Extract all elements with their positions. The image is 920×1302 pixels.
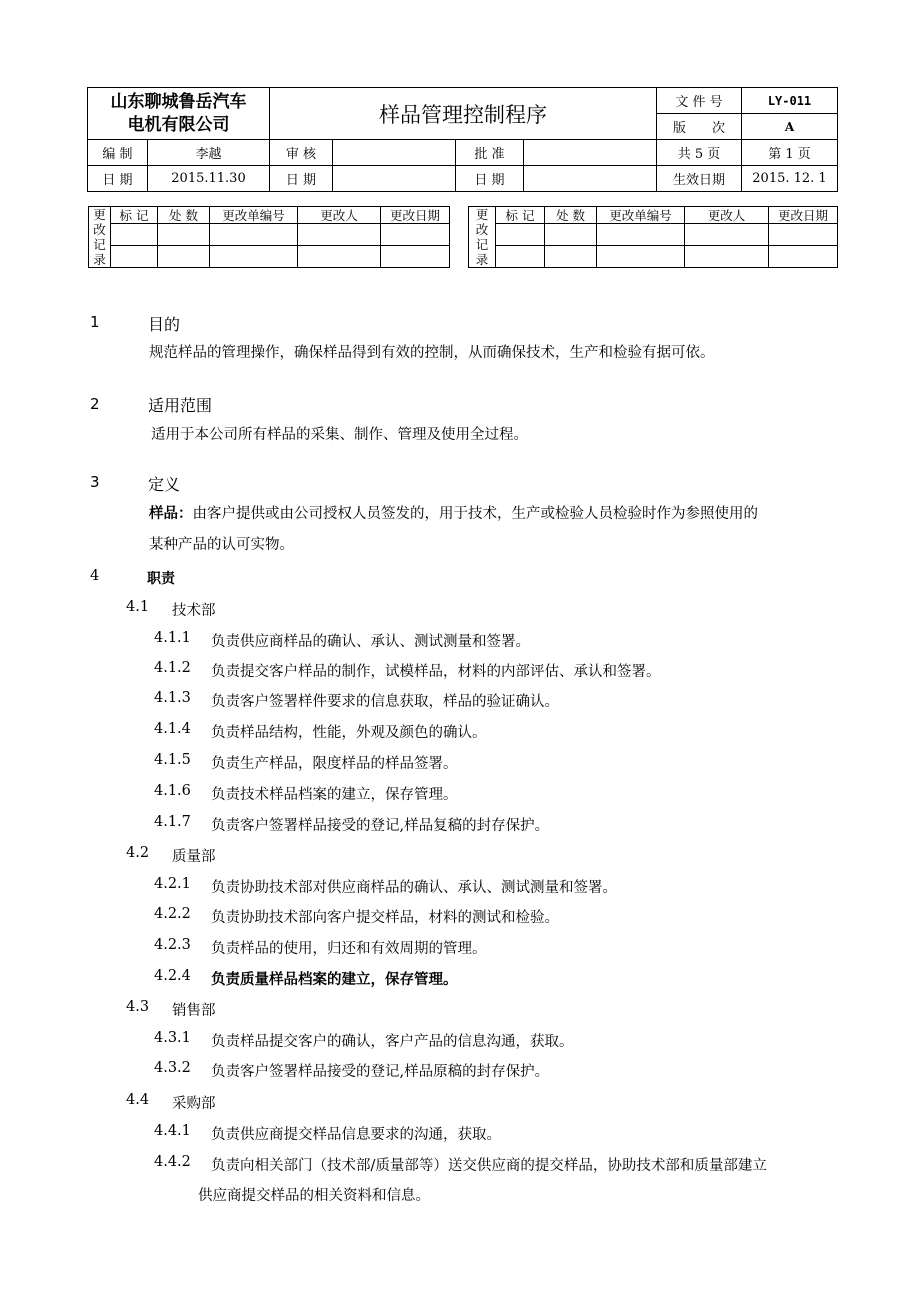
cell bbox=[496, 246, 545, 268]
definition-term: 样品： bbox=[149, 505, 193, 522]
item-number: 4.1.5 bbox=[154, 752, 191, 768]
item-text: 负责客户签署样品接受的登记,样品复稿的封存保护。 bbox=[211, 818, 550, 834]
section-3-number: 3 bbox=[90, 473, 100, 491]
item-number: 4.4.2 bbox=[154, 1154, 191, 1170]
item-text: 负责客户签署样品接受的登记,样品原稿的封存保护。 bbox=[211, 1064, 550, 1080]
col-changer: 更改人 bbox=[298, 207, 381, 224]
subsection-4-4-number: 4.4 bbox=[126, 1092, 150, 1108]
section-3-definition bbox=[149, 499, 758, 529]
section-1-text: 规范样品的管理操作，确保样品得到有效的控制，从而确保技术，生产和检验有据可依。 bbox=[149, 345, 715, 361]
section-1-title: 目的 bbox=[148, 315, 181, 334]
review-label: 审 核 bbox=[270, 140, 333, 166]
change-record-table-left bbox=[88, 206, 450, 268]
subsection-4-4-title: 采购部 bbox=[172, 1096, 216, 1112]
section-4-title: 职责 bbox=[147, 571, 175, 587]
cell bbox=[381, 246, 450, 268]
change-label-char: 记 bbox=[93, 237, 106, 252]
item-number: 4.3.1 bbox=[154, 1030, 191, 1046]
effective-date: 2015. 12. 1 bbox=[742, 166, 838, 192]
doc-no-value: LY-011 bbox=[742, 88, 838, 114]
item-text: 负责向相关部门（技术部/质量部等）送交供应商的提交样品，协助技术部和质量部建立 bbox=[211, 1158, 767, 1174]
change-label-char: 更 bbox=[93, 207, 106, 222]
item-number: 4.1.7 bbox=[154, 814, 191, 830]
item-text: 负责技术样品档案的建立，保存管理。 bbox=[211, 787, 458, 803]
item-text: 负责样品的使用，归还和有效周期的管理。 bbox=[211, 941, 487, 957]
approve-by bbox=[524, 140, 657, 166]
change-record-table-right bbox=[468, 206, 838, 268]
prepared-date: 2015.11.30 bbox=[148, 166, 270, 192]
section-2-number: 2 bbox=[90, 395, 100, 413]
subsection-4-3-title: 销售部 bbox=[172, 1003, 216, 1019]
section-3-title: 定义 bbox=[148, 475, 181, 494]
prepared-by: 李越 bbox=[148, 140, 270, 166]
col-count: 处 数 bbox=[158, 207, 210, 224]
review-by bbox=[333, 140, 456, 166]
version-value: A bbox=[742, 114, 838, 140]
subsection-4-2-title: 质量部 bbox=[172, 849, 216, 865]
change-label-char: 记 bbox=[475, 237, 489, 252]
item-text: 负责提交客户样品的制作，试模样品，材料的内部评估、承认和签署。 bbox=[211, 664, 661, 680]
effective-date-label: 生效日期 bbox=[657, 166, 742, 192]
definition-text-line1: 由客户提供或由公司授权人员签发的，用于技术，生产或检验人员检验时作为参照使用的 bbox=[192, 506, 758, 522]
prepared-label: 编 制 bbox=[88, 140, 148, 166]
item-text: 负责质量样品档案的建立，保存管理。 bbox=[211, 971, 458, 988]
company-name bbox=[88, 88, 270, 140]
change-label-char: 改 bbox=[93, 222, 106, 237]
section-4-number: 4 bbox=[90, 568, 100, 584]
section-3-definition-line2: 某种产品的认可实物。 bbox=[149, 537, 294, 553]
item-number: 4.1.2 bbox=[154, 660, 191, 676]
change-label-char: 改 bbox=[475, 222, 489, 237]
document-title: 样品管理控制程序 bbox=[270, 88, 657, 140]
cell bbox=[685, 246, 769, 268]
total-pages: 共 5 页 bbox=[657, 140, 742, 166]
cell bbox=[111, 246, 158, 268]
col-count: 处 数 bbox=[545, 207, 597, 224]
col-mark: 标 记 bbox=[496, 207, 545, 224]
subsection-4-3-number: 4.3 bbox=[126, 999, 150, 1015]
col-change-no: 更改单编号 bbox=[597, 207, 685, 224]
company-name-text: 山东聊城鲁岳汽车电机有限公司 bbox=[110, 91, 247, 135]
approve-date-label: 日 期 bbox=[456, 166, 524, 192]
subsection-4-1-title: 技术部 bbox=[172, 603, 216, 619]
change-label-char: 录 bbox=[475, 252, 489, 267]
item-number: 4.2.2 bbox=[154, 906, 191, 922]
item-text: 负责协助技术部向客户提交样品，材料的测试和检验。 bbox=[211, 910, 559, 926]
col-changer: 更改人 bbox=[685, 207, 769, 224]
cell bbox=[545, 224, 597, 246]
change-record-label bbox=[89, 207, 111, 268]
cell bbox=[298, 224, 381, 246]
cell bbox=[210, 246, 298, 268]
item-text: 负责样品提交客户的确认，客户产品的信息沟通，获取。 bbox=[211, 1034, 574, 1050]
change-label-char: 录 bbox=[93, 252, 106, 267]
change-record-label bbox=[469, 207, 496, 268]
cell bbox=[597, 246, 685, 268]
item-text: 负责供应商提交样品信息要求的沟通，获取。 bbox=[211, 1127, 501, 1143]
item-number: 4.4.1 bbox=[154, 1123, 191, 1139]
approve-label: 批 准 bbox=[456, 140, 524, 166]
subsection-4-2-number: 4.2 bbox=[126, 845, 150, 861]
document-header-table bbox=[87, 87, 838, 192]
cell bbox=[769, 246, 838, 268]
review-date-label: 日 期 bbox=[270, 166, 333, 192]
item-number: 4.2.3 bbox=[154, 937, 191, 953]
item-number: 4.3.2 bbox=[154, 1060, 191, 1076]
section-2-title: 适用范围 bbox=[148, 396, 213, 415]
page-number: 第 1 页 bbox=[742, 140, 838, 166]
item-number: 4.1.6 bbox=[154, 783, 191, 799]
item-text: 负责客户签署样件要求的信息获取，样品的验证确认。 bbox=[211, 694, 559, 710]
cell bbox=[545, 246, 597, 268]
col-change-no: 更改单编号 bbox=[210, 207, 298, 224]
change-label-char: 更 bbox=[475, 207, 489, 222]
cell bbox=[111, 224, 158, 246]
cell bbox=[210, 224, 298, 246]
cell bbox=[597, 224, 685, 246]
col-change-date: 更改日期 bbox=[381, 207, 450, 224]
cell bbox=[381, 224, 450, 246]
cell bbox=[769, 224, 838, 246]
item-text: 负责样品结构，性能，外观及颜色的确认。 bbox=[211, 725, 487, 741]
col-change-date: 更改日期 bbox=[769, 207, 838, 224]
prepared-date-label: 日 期 bbox=[88, 166, 148, 192]
section-1-number: 1 bbox=[90, 313, 100, 331]
cell bbox=[685, 224, 769, 246]
item-number: 4.1.4 bbox=[154, 721, 191, 737]
item-text: 负责供应商样品的确认、承认、测试测量和签署。 bbox=[211, 634, 530, 650]
item-number: 4.1.3 bbox=[154, 690, 191, 706]
item-number: 4.2.1 bbox=[154, 876, 191, 892]
section-2-text: 适用于本公司所有样品的采集、制作、管理及使用全过程。 bbox=[151, 427, 528, 443]
cell bbox=[158, 246, 210, 268]
cell bbox=[298, 246, 381, 268]
cell bbox=[496, 224, 545, 246]
col-mark: 标 记 bbox=[111, 207, 158, 224]
approve-date bbox=[524, 166, 657, 192]
item-text-continuation: 供应商提交样品的相关资料和信息。 bbox=[198, 1188, 430, 1204]
item-number: 4.1.1 bbox=[154, 630, 191, 646]
item-text: 负责生产样品，限度样品的样品签署。 bbox=[211, 756, 458, 772]
subsection-4-1-number: 4.1 bbox=[126, 599, 150, 615]
version-label: 版 次 bbox=[657, 114, 742, 140]
review-date bbox=[333, 166, 456, 192]
doc-no-label: 文 件 号 bbox=[657, 88, 742, 114]
cell bbox=[158, 224, 210, 246]
item-text: 负责协助技术部对供应商样品的确认、承认、测试测量和签署。 bbox=[211, 880, 617, 896]
item-number: 4.2.4 bbox=[154, 968, 191, 984]
